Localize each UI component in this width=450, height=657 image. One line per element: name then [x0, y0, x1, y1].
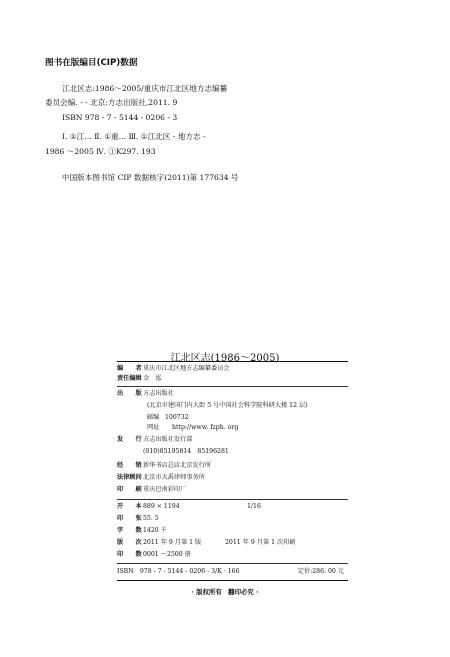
cip-isbn-line: ISBN 978 - 7 - 5144 - 0206 - 3 — [62, 113, 178, 122]
copies-label: 印 数 — [117, 551, 142, 558]
cip-heading: 图书在版编目(CIP)数据 — [45, 58, 138, 68]
printing-value: 2011 年 9 月第 1 次印刷 — [225, 539, 296, 546]
seller-value: 新华书店总店北京发行所 — [143, 462, 212, 469]
words-value: 1420 千 — [143, 527, 167, 534]
cip-subject-line: Ⅰ. ①江… Ⅱ. ①重… Ⅲ. ①江北区 - 地方志 - — [62, 132, 206, 141]
printer-value: 重庆巴南彩印厂 — [143, 486, 187, 493]
sheets-value: 55. 5 — [143, 515, 159, 522]
divider — [117, 563, 348, 564]
edition-label: 版 次 — [117, 539, 142, 546]
isbn-value: ISBN 978 - 7 - 5144 - 0206 - 3/K · 166 — [117, 568, 240, 575]
postcode-label: 邮编 — [147, 414, 160, 421]
postcode-value: 100732 — [165, 414, 189, 421]
top-divider — [117, 361, 348, 362]
cip-publisher-line: 委员会编. - - 北京:方志出版社,2011. 9 — [45, 98, 178, 107]
edition-value: 2011 年 9 月第 1 版 — [143, 539, 202, 546]
editor-value: 金 泓 — [143, 375, 162, 382]
website-value: http://www. fzph. org — [172, 424, 239, 431]
cip-core-data-line: 中国版本图书馆 CIP 数据核字(2011)第 177634 号 — [62, 173, 239, 182]
publisher-value: 方志出版社 — [143, 390, 174, 397]
copies-value: 0001 ～2500 册 — [143, 551, 191, 558]
distributor-value: 方志出版社发行部 — [143, 436, 193, 443]
cip-title-line: 江北区志:1986～2005/重庆市江北区地方志编纂 — [62, 84, 228, 93]
format-fold: 1/16 — [247, 503, 261, 510]
publisher-address: (北京市建国门内大街 5 号中国社会科学院科研大楼 12 层) — [147, 402, 308, 409]
sheets-label: 印 张 — [117, 515, 142, 522]
format-label: 开 本 — [117, 503, 142, 510]
lawyer-label: 法律顾问 — [117, 474, 142, 481]
words-label: 字 数 — [117, 527, 142, 534]
compiler-value: 重庆市江北区地方志编纂委员会 — [143, 365, 230, 372]
distributor-phone: (010)85195814 85196281 — [143, 448, 229, 455]
website-label: 网址 — [147, 424, 160, 431]
price-value: 定价:286. 00 元 — [297, 568, 344, 575]
bottom-divider — [117, 580, 348, 581]
divider — [117, 499, 348, 500]
compiler-label: 编 者 — [117, 365, 142, 372]
book-title: 江北区志(1986～2005) — [170, 353, 280, 364]
publisher-label: 出 版 — [117, 390, 142, 397]
distributor-label: 发 行 — [117, 436, 142, 443]
printer-label: 印 刷 — [117, 486, 142, 493]
editor-label: 责任编辑 — [117, 375, 142, 382]
cip-classification-line: 1986 ～2005 Ⅳ. ①K297. 193 — [45, 147, 156, 156]
divider — [117, 386, 348, 387]
format-value: 889 × 1194 — [143, 503, 180, 510]
rights-notice: · 版权所有 翻印必究 · — [191, 588, 259, 596]
lawyer-value: 北京市大禹律师事务所 — [143, 474, 205, 481]
seller-label: 经 销 — [117, 462, 142, 469]
